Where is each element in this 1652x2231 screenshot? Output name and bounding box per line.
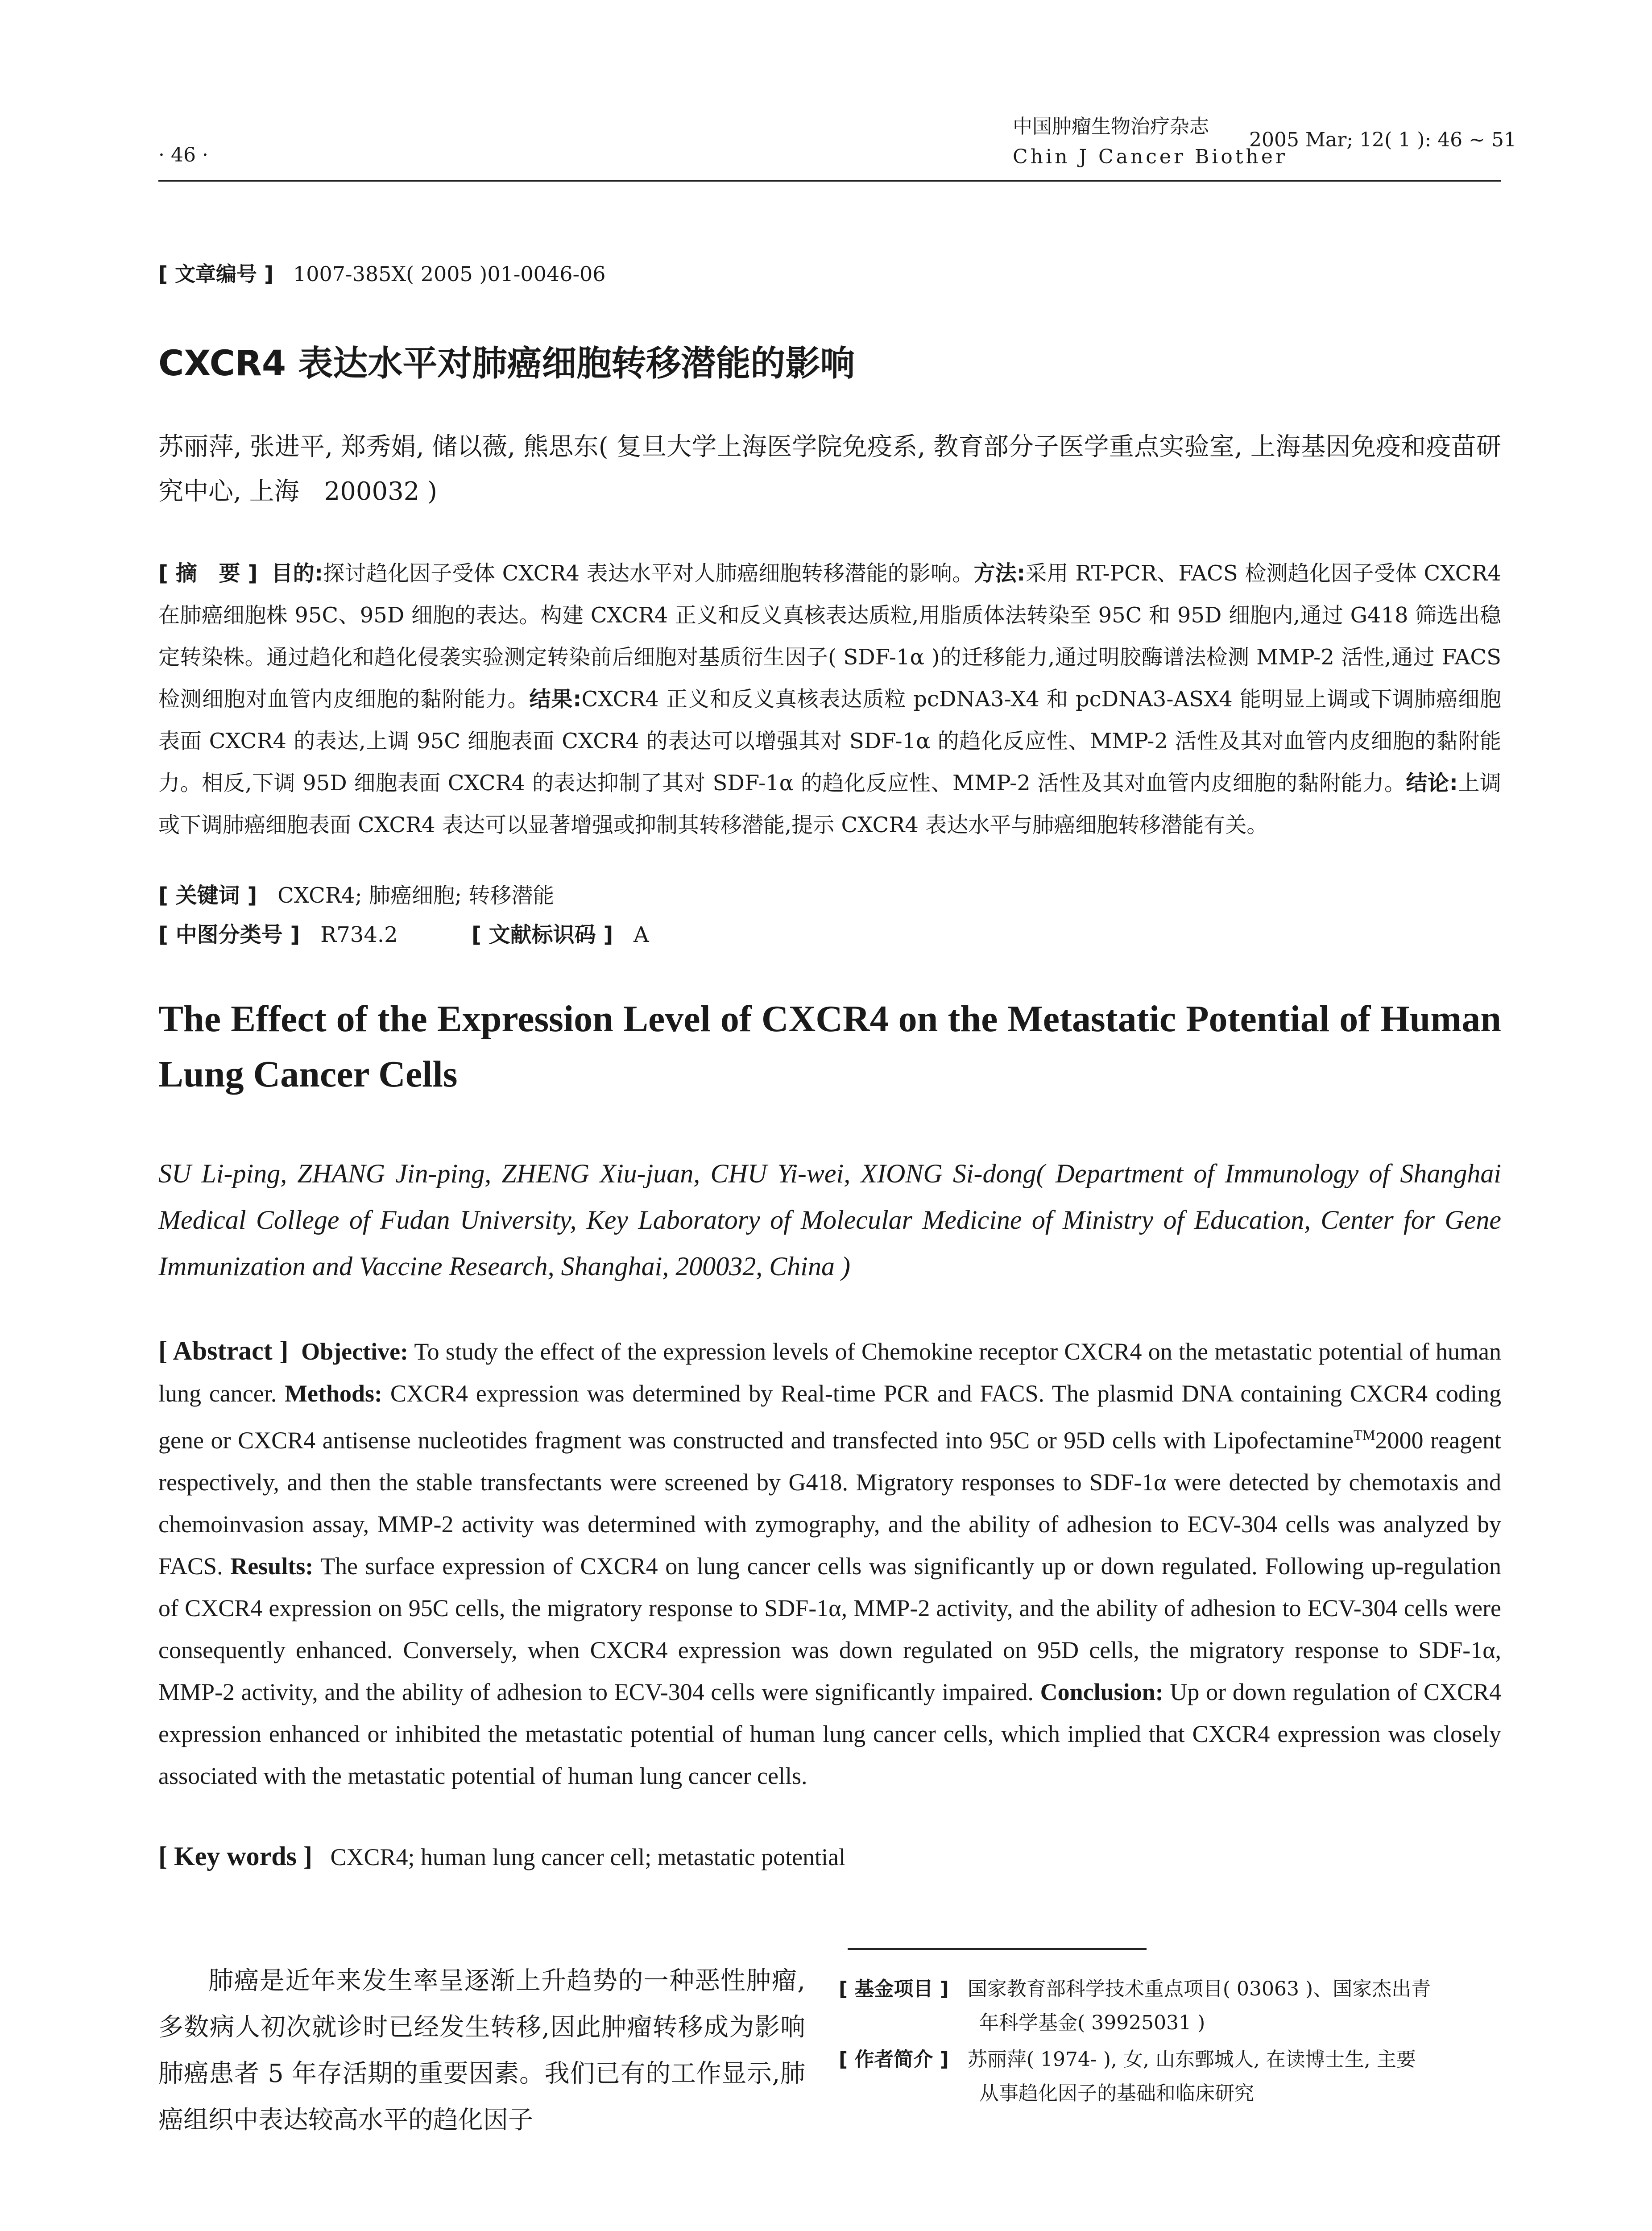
abstract-en-objective: To study the effect of the expression levels of Chemokine receptor CXCR4 on the metastatic potential of human lung cancer.	[158, 1338, 1502, 1407]
abstract-cn-conclusion: 上调或下调肺癌细胞表面 CXCR4 表达可以显著增强或抑制其转移潜能,提示 CXCR4 表达水平与肺癌细胞转移潜能有关。	[158, 771, 1501, 838]
journal-name	[1013, 112, 1288, 172]
abstract-cn	[158, 552, 1501, 846]
article-number	[158, 258, 606, 287]
keywords-cn-label: [ 关键词 ]	[158, 883, 257, 908]
abstract-en-conclusion: Up or down regulation of CXCR4 expression enhanced or inhibited the metastatic potential of human lung cancer cells, which implied that CXCR4 expression was closely associated with the metastatic potential of human lung cancer cells.	[158, 1679, 1502, 1789]
journal-issue: 2005 Mar; 12( 1 ): 46 ~ 51	[1249, 129, 1517, 151]
footnote-divider	[848, 1948, 1147, 1950]
footnote-fund-line1: 国家教育部科学技术重点项目( 03063 )、国家杰出青	[967, 1978, 1431, 2000]
abstract-cn-methods-label: 方法:	[973, 561, 1026, 586]
abstract-cn-results: CXCR4 正义和反义真核表达质粒 pcDNA3-X4 和 pcDNA3-ASX4 能明显上调或下调肺癌细胞表面 CXCR4 的表达,上调 95C 细胞表面 CXCR4 的表达可以增强其对 SDF-1α 的趋化反应性、MMP-2 活性及其对血管内皮细胞的黏附能力。相反,下调 95D 细胞表面 CXCR4 的表达抑制了其对 SDF-1α 的趋化反应性、MMP-2 活性及其对血管内皮细胞的黏附能力。	[158, 687, 1501, 796]
classification-line	[158, 917, 649, 948]
classification-label: [ 中图分类号 ]	[158, 922, 300, 947]
abstract-cn-label: [ 摘 要 ]	[158, 561, 258, 586]
abstract-cn-objective: 探讨趋化因子受体 CXCR4 表达水平对人肺癌细胞转移潜能的影响。	[323, 561, 974, 586]
page-number: · 46 ·	[158, 144, 208, 166]
footnote-author-label: [ 作者简介 ]	[839, 2048, 949, 2071]
abstract-cn-methods: 采用 RT-PCR、FACS 检测趋化因子受体 CXCR4 在肺癌细胞株 95C、95D 细胞的表达。构建 CXCR4 正义和反义真核表达质粒,用脂质体法转染至 95C 和 95D 细胞内,通过 G418 筛选出稳定转染株。通过趋化和趋化侵袭实验测定转染前后细胞对基质衍生因子( SDF-1α )的迁移能力,通过明胶酶谱法检测 MMP-2 活性,通过 FACS 检测细胞对血管内皮细胞的黏附能力。	[158, 561, 1501, 712]
journal-name-cn: 中国肿瘤生物治疗杂志	[1013, 115, 1209, 138]
footnote-author	[839, 2043, 1503, 2111]
footnote-fund	[839, 1972, 1503, 2040]
footnote-author-line1: 苏丽萍( 1974- ), 女, 山东鄄城人, 在读博士生, 主要	[967, 2048, 1416, 2071]
abstract-en-results: The surface expression of CXCR4 on lung cancer cells was significantly up or down regulated. Following up-regulation of CXCR4 expression on 95C cells, the migratory response to SDF-1α, MMP-2 activity, and the ability of adhesion to ECV-304 cells were consequently enhanced. Conversely, when CXCR4 expression was down regulated on 95D cells, the migratory response to SDF-1α, MMP-2 activity, and the ability of adhesion to ECV-304 cells were significantly impaired.	[158, 1553, 1502, 1705]
authors-cn: 苏丽萍, 张进平, 郑秀娟, 储以薇, 熊思东( 复旦大学上海医学院免疫系, 教育部分子医学重点实验室, 上海基因免疫和疫苗研究中心, 上海 200032 )	[158, 432, 1501, 506]
article-number-value: 1007-385X( 2005 )01-0046-06	[293, 262, 606, 286]
abstract-en-methods-part1: CXCR4 expression was determined by Real-time PCR and FACS. The plasmid DNA containing CXCR4 coding gene or CXCR4 antisense nucleotides fragment was constructed and transfected into 95C or 95D cells with Lipofectamine	[158, 1380, 1501, 1454]
footnote-author-line2: 从事趋化因子的基础和临床研究	[979, 2082, 1254, 2105]
keywords-en-label: [ Key words ]	[158, 1841, 312, 1871]
abstract-en-results-label: Results:	[230, 1553, 314, 1580]
abstract-cn-conclusion-label: 结论:	[1406, 771, 1458, 796]
keywords-en	[158, 1841, 845, 1872]
body-intro-paragraph: 肺癌是近年来发生率呈逐渐上升趋势的一种恶性肿瘤,多数病人初次就诊时已经发生转移,因此肿瘤转移成为影响肺癌患者 5 年存活期的重要因素。我们已有的工作显示,肺癌组织中表达较高水平的趋化因子	[158, 1966, 805, 2135]
footnote-fund-label: [ 基金项目 ]	[839, 1978, 949, 2000]
article-number-label: [ 文章编号 ]	[158, 262, 274, 286]
header-divider	[158, 180, 1501, 182]
footnote-fund-line2: 年科学基金( 39925031 )	[979, 2011, 1205, 2034]
trademark-mark: TM	[1353, 1427, 1375, 1443]
journal-name-en: Chin J Cancer Biother	[1013, 145, 1288, 168]
abstract-en-methods-part2: 2000 reagent respectively, and then the stable transfectants were screened by G418. Migratory responses to SDF-1α were detected by chemotaxis and chemoinvasion assay, MMP-2 activity was determined with zymography, and the ability of adhesion to ECV-304 cells was analyzed by FACS.	[158, 1427, 1502, 1580]
abstract-en	[158, 1330, 1501, 1797]
authors-en: SU Li-ping, ZHANG Jin-ping, ZHENG Xiu-juan, CHU Yi-wei, XIONG Si-dong( Department of Immunology of Shanghai Medical College of Fudan University, Key Laboratory of Molecular Medicine of Ministry of Education, Center for Gene Immunization and Vaccine Research, Shanghai, 200032, China )	[158, 1159, 1501, 1281]
title-en: The Effect of the Expression Level of CXCR4 on the Metastatic Potential of Human Lung Cancer Cells	[158, 998, 1501, 1095]
abstract-en-conclusion-label: Conclusion:	[1040, 1679, 1163, 1705]
title-cn: CXCR4 表达水平对肺癌细胞转移潜能的影响	[158, 344, 855, 384]
document-code-value: A	[633, 922, 649, 947]
keywords-cn	[158, 878, 554, 909]
keywords-en-value: CXCR4; human lung cancer cell; metastatic potential	[330, 1844, 846, 1870]
keywords-cn-value: CXCR4; 肺癌细胞; 转移潜能	[277, 883, 555, 908]
classification-value: R734.2	[320, 922, 398, 947]
abstract-cn-objective-label: 目的:	[271, 561, 323, 586]
abstract-en-methods-label: Methods:	[285, 1380, 383, 1407]
abstract-en-objective-label: Objective:	[301, 1338, 409, 1365]
document-code-label: [ 文献标识码 ]	[471, 922, 613, 947]
abstract-en-label: [ Abstract ]	[158, 1336, 289, 1365]
abstract-cn-results-label: 结果:	[529, 687, 582, 712]
